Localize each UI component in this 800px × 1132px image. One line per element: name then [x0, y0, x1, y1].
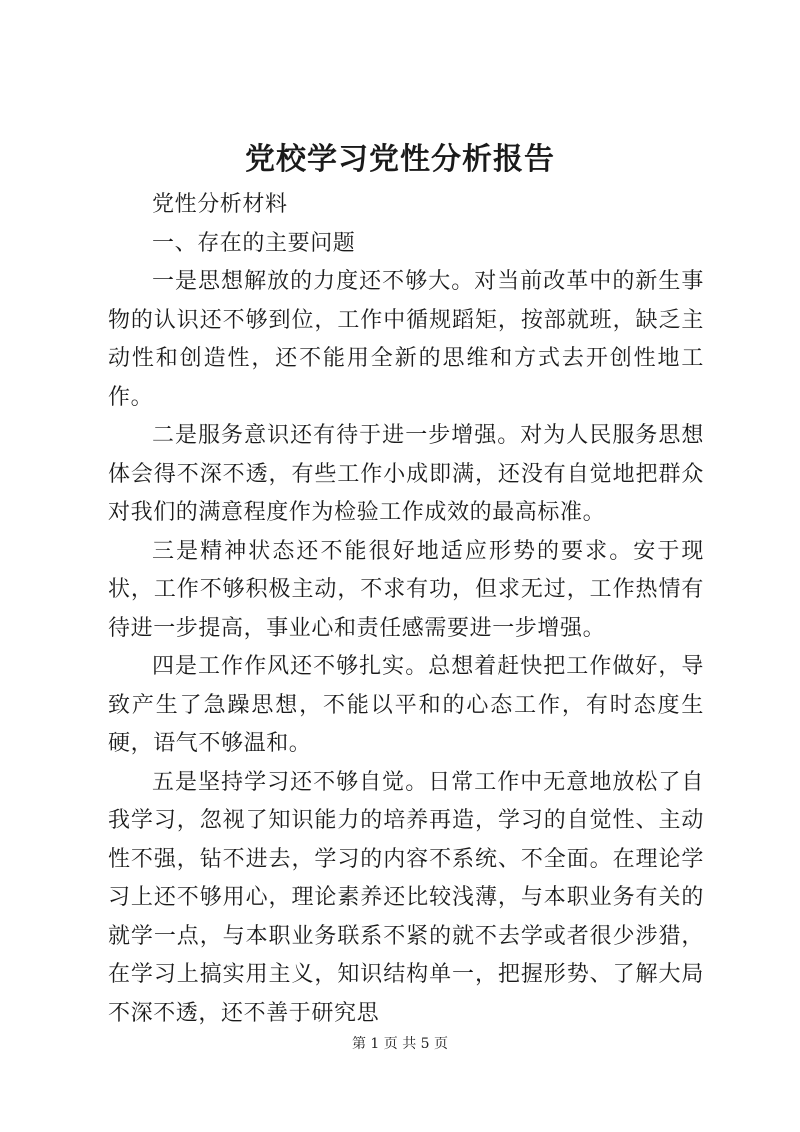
paragraph-issue-2: 二是服务意识还有待于进一步增强。对为人民服务思想体会得不深不透，有些工作小成即满，还没有自觉地把群众对我们的满意程度作为检验工作成效的最高标准。 — [108, 423, 704, 525]
paragraph-subtitle: 党性分析材料 — [152, 192, 288, 217]
page-footer: 第 1 页 共 5 页 — [351, 1036, 449, 1052]
document-body — [108, 186, 704, 1033]
document-title: 党校学习党性分析报告 — [245, 142, 555, 177]
paragraph-issue-3: 三是精神状态还不能很好地适应形势的要求。安于现状，工作不够积极主动，不求有功，但求无过，工作热情有待进一步提高，事业心和责任感需要进一步增强。 — [108, 538, 704, 641]
paragraph-issue-4: 四是工作作风还不够扎实。总想着赶快把工作做好，导致产生了急躁思想，不能以平和的心态工作，有时态度生硬，语气不够温和。 — [108, 654, 704, 756]
paragraph-issue-5: 五是坚持学习还不够自觉。日常工作中无意地放松了自我学习，忽视了知识能力的培养再造，学习的自觉性、主动性不强，钻不进去，学习的内容不系统、不全面。在理论学习上还不够用心，理论素养还比较浅薄，与本职业务有关的就学一点，与本职业务联系不紧的就不去学或者很少涉猎，在学习上搞实用主义，知识结构单一，把握形势、了解大局不深不透，还不善于研究思 — [108, 769, 704, 1026]
paragraph-section-heading: 一、存在的主要问题 — [152, 230, 356, 256]
paragraph-issue-1: 一是思想解放的力度还不够大。对当前改革中的新生事物的认识还不够到位，工作中循规蹈矩，按部就班，缺乏主动性和创造性，还不能用全新的思维和方式去开创性地工作。 — [108, 269, 704, 410]
